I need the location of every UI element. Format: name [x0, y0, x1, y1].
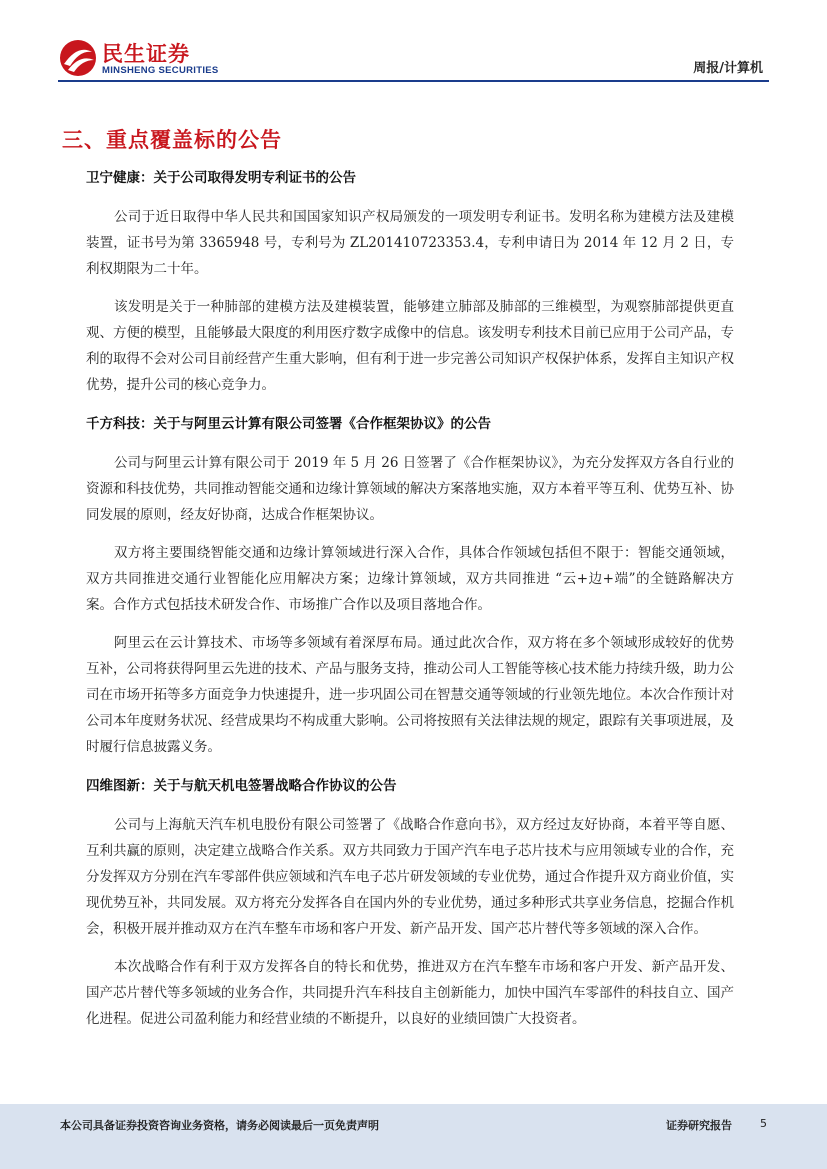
announcement-paragraph: 该发明是关于一种肺部的建模方法及建模装置，能够建立肺部及肺部的三维模型，为观察肺部提供更直观、方便的模型，且能够最大限度的利用医疗数字成像中的信息。该发明专利技术目前已应用于公司产品，专利的取得不会对公司目前经营产生重大影响，但有利于进一步完善公司知识产权保护体系，发挥自主知识产权优势，提升公司的核心竞争力。	[86, 299, 734, 393]
announcement-paragraph: 公司与上海航天汽车机电股份有限公司签署了《战略合作意向书》，双方经过友好协商，本着平等自愿、互利共赢的原则，决定建立战略合作关系。双方共同致力于国产汽车电子芯片技术与应用领域专业的合作，充分发挥双方分别在汽车零部件供应领域和汽车电子芯片研发领域的专业优势，通过合作提升双方商业价值，实现优势互补，共同发展。双方将充分发挥各自在国内外的专业优势，通过多种形式共享业务信息，挖掘合作机会，积极开展并推动双方在汽车整车市场和客户开发、新产品开发、国产芯片替代等多领域的深入合作。	[86, 817, 734, 937]
announcement-paragraph: 双方将主要围绕智能交通和边缘计算领域进行深入合作，具体合作领域包括但不限于：智能交通领域，双方共同推进交通行业智能化应用解决方案；边缘计算领域，双方共同推进 “云+边+端”的全链路解决方案。合作方式包括技术研发合作、市场推广合作以及项目落地合作。	[86, 545, 734, 613]
logo-chinese-text: 民生证券	[102, 42, 190, 66]
announcement-heading-navinfo: 四维图新：关于与航天机电签署战略合作协议的公告	[86, 778, 397, 794]
page-number: 5	[760, 1117, 767, 1130]
announcement-heading-qianfang: 千方科技：关于与阿里云计算有限公司签署《合作框架协议》的公告	[86, 416, 491, 432]
announcement-paragraph: 阿里云在云计算技术、市场等多领域有着深厚布局。通过此次合作，双方将在多个领域形成较好的优势互补，公司将获得阿里云先进的技术、产品与服务支持，推动公司人工智能等核心技术能力持续升级，助力公司在市场开拓等多方面竞争力快速提升，进一步巩固公司在智慧交通等领域的行业领先地位。本次合作预计对公司本年度财务状况、经营成果均不构成重大影响。公司将按照有关法律法规的规定，跟踪有关事项进展，及时履行信息披露义务。	[86, 635, 734, 755]
header-divider	[58, 80, 769, 82]
minsheng-logo	[58, 36, 219, 82]
logo-english-text: MINSHENG SECURITIES	[102, 65, 219, 76]
footer-report-label: 证券研究报告	[666, 1119, 732, 1132]
announcement-heading-winning: 卫宁健康：关于公司取得发明专利证书的公告	[86, 170, 356, 186]
page-footer	[0, 1104, 827, 1169]
announcement-paragraph: 公司与阿里云计算有限公司于 2019 年 5 月 26 日签署了《合作框架协议》，为充分发挥双方各自行业的资源和科技优势，共同推动智能交通和边缘计算领域的解决方案落地实施，双方本着平等互利、优势互补、协同发展的原则，经友好协商，达成合作框架协议。	[86, 455, 734, 523]
footer-disclaimer: 本公司具备证券投资咨询业务资格，请务必阅读最后一页免责声明	[60, 1119, 379, 1132]
section-title: 三、重点覆盖标的公告	[62, 128, 282, 152]
announcement-paragraph: 公司于近日取得中华人民共和国国家知识产权局颁发的一项发明专利证书。发明名称为建模方法及建模装置，证书号为第 3365948 号，专利号为 ZL201410723353.4，专利申请日为 2014 年 12 月 2 日，专利权期限为二十年。	[86, 209, 734, 277]
announcement-paragraph: 本次战略合作有利于双方发挥各自的特长和优势，推进双方在汽车整车市场和客户开发、新产品开发、国产芯片替代等多领域的业务合作，共同提升汽车科技自主创新能力，加快中国汽车零部件的科技自立、国产化进程。促进公司盈利能力和经营业绩的不断提升，以良好的业绩回馈广大投资者。	[86, 959, 734, 1027]
page-header	[0, 0, 827, 90]
minsheng-logo-icon	[58, 38, 98, 78]
announcements-content	[86, 164, 734, 1044]
report-type-label: 周报/计算机	[693, 61, 763, 76]
